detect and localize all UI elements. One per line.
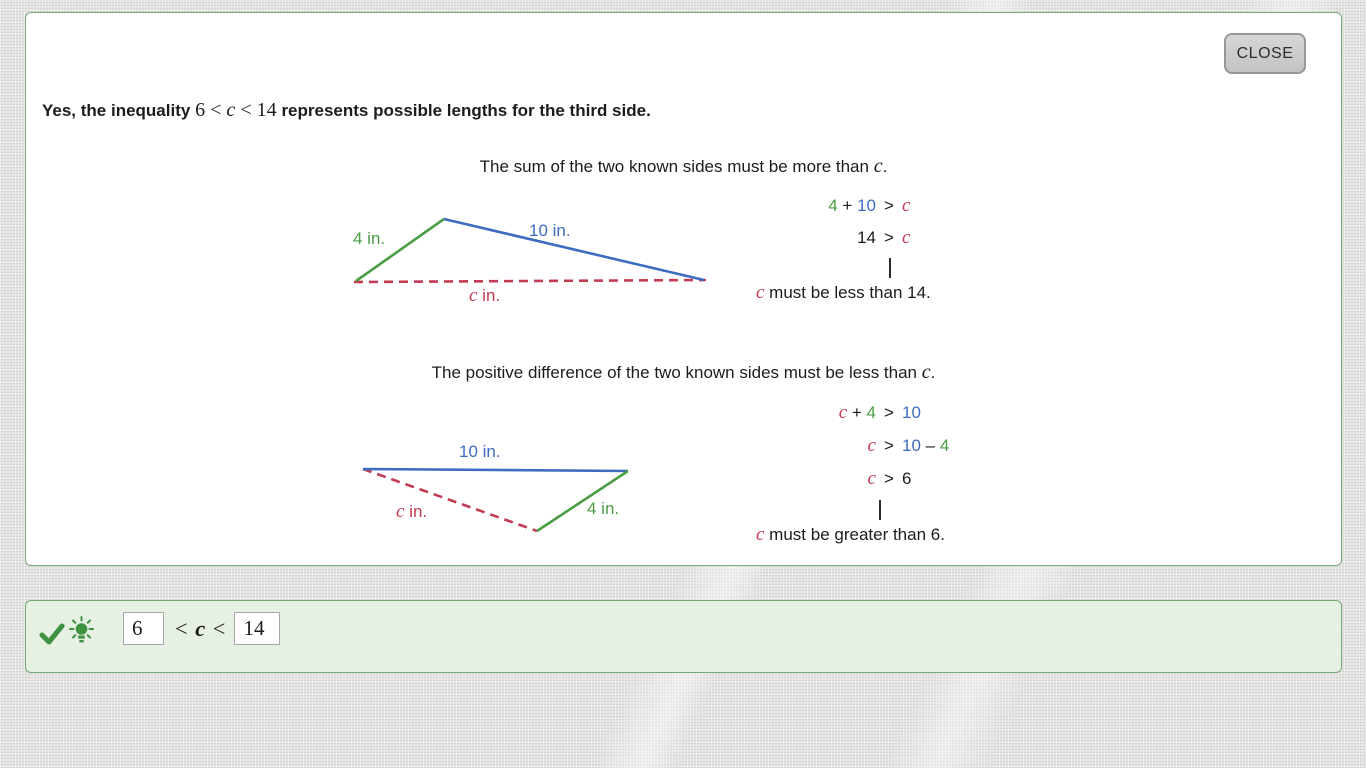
equation-rhs: 6 xyxy=(902,469,912,488)
equation-lhs: c xyxy=(867,468,876,489)
triangle-difference-figure xyxy=(351,434,641,546)
equation-rhs: 10 xyxy=(902,403,921,422)
side-c-label: c in. xyxy=(396,501,428,522)
side-4-label: 4 in. xyxy=(353,229,386,248)
side-c-dashed-line xyxy=(354,280,706,282)
close-button[interactable]: CLOSE xyxy=(1224,33,1306,74)
equation-lhs: c xyxy=(867,435,876,456)
difference-rule-caption: The positive difference of the two known sides must be less than c. xyxy=(431,361,936,383)
answer-heading: Yes, the inequality 6 < c < 14 represents possible lengths for the third side. xyxy=(42,99,651,121)
equation-operator: > xyxy=(884,196,894,215)
equation-rhs: c xyxy=(902,195,911,216)
equation-lhs: 14 xyxy=(857,228,876,247)
side-4-label: 4 in. xyxy=(587,499,620,518)
equation-rhs: 10 – 4 xyxy=(902,436,950,455)
hint-lightbulb-icon xyxy=(68,616,95,648)
equation-rhs: c xyxy=(902,227,911,248)
equation-lhs: 4 + 10 xyxy=(828,196,876,215)
equation-line xyxy=(756,401,1036,425)
equation-operator: > xyxy=(884,469,894,488)
side-10-line xyxy=(363,469,628,471)
equation-line xyxy=(756,467,1036,491)
difference-conclusion: c must be greater than 6. xyxy=(756,524,945,545)
equation-operator: > xyxy=(884,403,894,422)
equation-line xyxy=(756,226,1036,250)
side-c-label: c in. xyxy=(469,285,501,306)
pointer-line xyxy=(879,500,881,520)
sum-rule-caption: The sum of the two known sides must be more than c. xyxy=(479,155,888,177)
triangle-sum-figure xyxy=(346,209,716,321)
equation-operator: > xyxy=(884,228,894,247)
side-c-dashed-line xyxy=(363,469,537,531)
correct-check-icon xyxy=(39,621,65,647)
pointer-line xyxy=(889,258,891,278)
side-10-line xyxy=(444,219,704,280)
side-10-label: 10 in. xyxy=(529,221,571,240)
equation-operator: > xyxy=(884,436,894,455)
equation-lhs: c + 4 xyxy=(838,402,876,423)
sum-equations xyxy=(756,194,1036,305)
upper-bound-input[interactable] xyxy=(234,612,280,645)
feedback-panel xyxy=(25,12,1342,566)
lower-bound-input[interactable] xyxy=(123,612,164,645)
sum-conclusion: c must be less than 14. xyxy=(756,282,931,303)
side-10-label: 10 in. xyxy=(459,442,501,461)
equation-line xyxy=(756,434,1036,458)
answer-panel xyxy=(25,600,1342,673)
answer-inequality-text: < c < xyxy=(175,615,227,641)
equation-line xyxy=(756,194,1036,218)
difference-equations xyxy=(756,401,1036,547)
